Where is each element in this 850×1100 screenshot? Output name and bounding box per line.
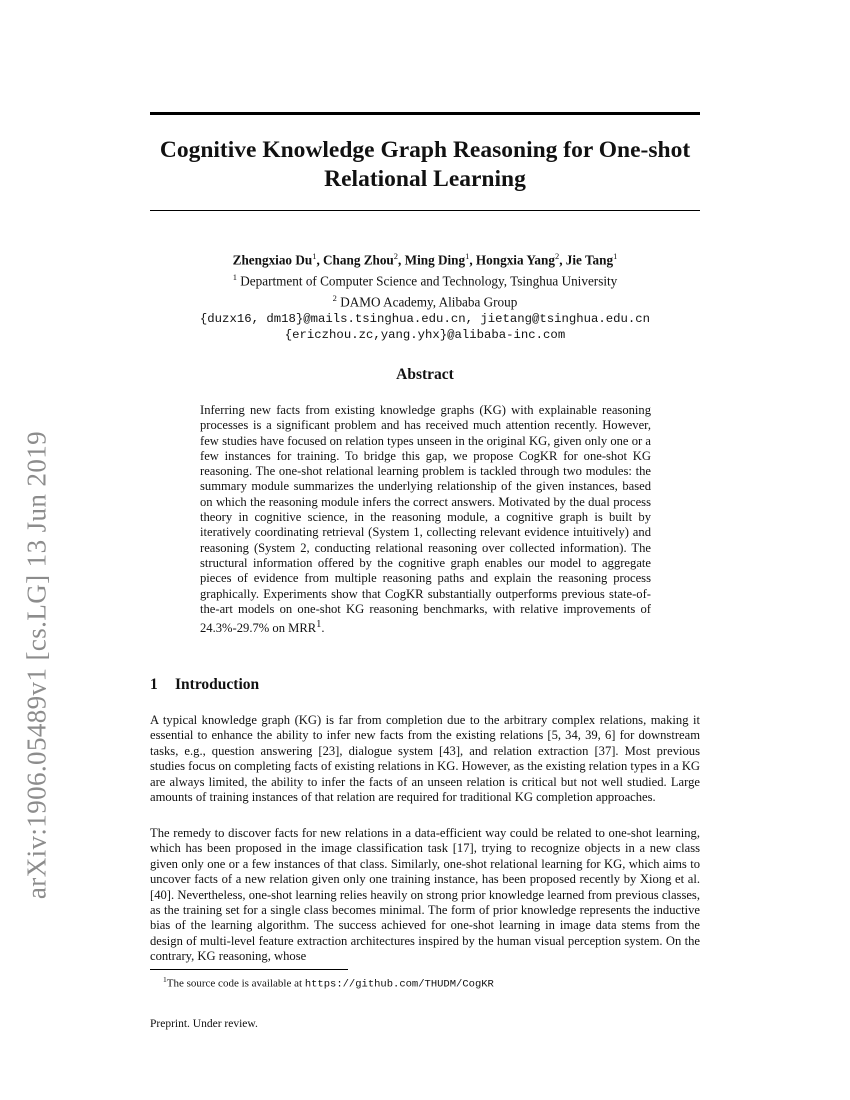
abstract-heading: Abstract <box>396 366 454 383</box>
affiliation-2: $^2$ DAMO Academy, Alibaba Group <box>332 292 518 310</box>
footnote <box>163 975 703 991</box>
author-affil-marker: 1 <box>613 251 618 261</box>
author-name: Ming Ding <box>404 252 466 268</box>
footnote-marker: 1 <box>163 975 167 984</box>
paper-title <box>150 136 700 194</box>
author-affil-marker: 2 <box>393 251 399 261</box>
author-name: Zhengxiao Du <box>232 252 313 268</box>
author-affil-marker: 1 <box>465 251 470 261</box>
author-email-2[interactable]: {ericzhou.zc,yang.yhx}@alibaba-inc.com <box>284 328 566 343</box>
author-name: Jie Tang <box>565 252 614 268</box>
author-names: Zhengxiao Du$^1$, Chang Zhou$^2$, Ming Ding$^1$, Hongxia Yang$^2$, Jie Tang$^1$ <box>232 251 618 268</box>
section-title: Introduction <box>175 676 260 693</box>
abstract-text: Inferring new facts from existing knowledge graphs (KG) with explainable reasoning processes is a significant problem and has received much attention recently. However, few studies have focused on relation types unseen in the original KG, given only one or a few instances for training. To bridge this gap, we propose CogKR for one-shot KG reasoning. The one-shot relational learning problem is tackled through two modules: the summary module summarizes the underlying relationship of the given instances, based on which the reasoning module infers the correct answers. Motivated by the dual process theory in cognitive science, in the reasoning module, a cognitive graph is built by iteratively coordinating retrieval (System 1, collecting relevant evidence intuitively) and reasoning (System 2, conducting relational reasoning over collected information). The structural information offered by the cognitive graph enables our model to aggregate pieces of evidence from multiple reasoning paths and explain the reasoning process graphically. Experiments show that CogKR substantially outperforms previous state-of-the-art models on one-shot KG reasoning benchmarks, with relative improvements of 24.3%-29.7% on MRR$^1$. <box>200 403 651 636</box>
title-top-rule <box>150 112 700 115</box>
footnote-text: The source code is available at <box>166 977 305 990</box>
section-number: 1 <box>150 676 158 693</box>
footnote-reference[interactable]: 1 <box>316 619 322 631</box>
intro-paragraph-1: A typical knowledge graph (KG) is far from completion due to the arbitrary complex relations, making it essential to enhance the ability to infer new facts from the existing relations [5, 34, 39, 6] for downstream tasks, e.g., question answering [23], dialogue system [43], and relation extraction [37]. Most previous studies focus on completing facts of existing relations in KG. However, as the existing relation types in a KG are always limited, the ability to infer the facts of an unseen relation is critical but not well studied. Large amounts of training instances of that relation are required for traditional KG completion approaches. <box>150 713 701 805</box>
author-email-1[interactable]: {duzx16, dm18}@mails.tsinghua.edu.cn, jietang@tsinghua.edu.cn <box>199 311 651 326</box>
author-name: Chang Zhou <box>323 252 394 268</box>
title-line-1: Cognitive Knowledge Graph Reasoning for One-shot <box>159 137 691 163</box>
title-bottom-rule <box>150 210 700 211</box>
author-affil-marker: 1 <box>312 251 317 261</box>
author-name: Hongxia Yang <box>475 252 555 268</box>
section-heading-introduction <box>150 676 700 694</box>
intro-paragraph-2: The remedy to discover facts for new relations in a data-efficient way could be related to one-shot learning, which has been proposed in the image classification task [17], trying to recognize objects in a new class given only one or a few instances of that class. Similarly, one-shot relational learning for KG, which aims to uncover facts of a new relation given only one training instance, has been proposed recently by Xiong et al. [40]. Nevertheless, one-shot learning relies heavily on strong prior knowledge learned from previous classes, as the training set for a single class becomes minimal. The form of prior knowledge represents the inductive bias of the learning algorithm. The success achieved for one-shot learning in image data stems from the design of multi-level feature extraction architectures inspired by the human visual perception system. On the contrary, KG reasoning, whose <box>150 826 700 964</box>
author-affil-marker: 2 <box>554 251 560 261</box>
source-code-link[interactable]: https://github.com/THUDM/CogKR <box>304 978 494 991</box>
arxiv-stamp: arXiv:1906.05489v1 [cs.LG] 13 Jun 2019 <box>21 430 52 900</box>
affiliation-1: $^1$ Department of Computer Science and Technology, Tsinghua University <box>232 271 618 289</box>
footnote-rule <box>150 969 348 970</box>
preprint-notice: Preprint. Under review. <box>150 1018 258 1030</box>
author-block <box>150 248 700 344</box>
title-line-2: Relational Learning <box>324 166 526 192</box>
